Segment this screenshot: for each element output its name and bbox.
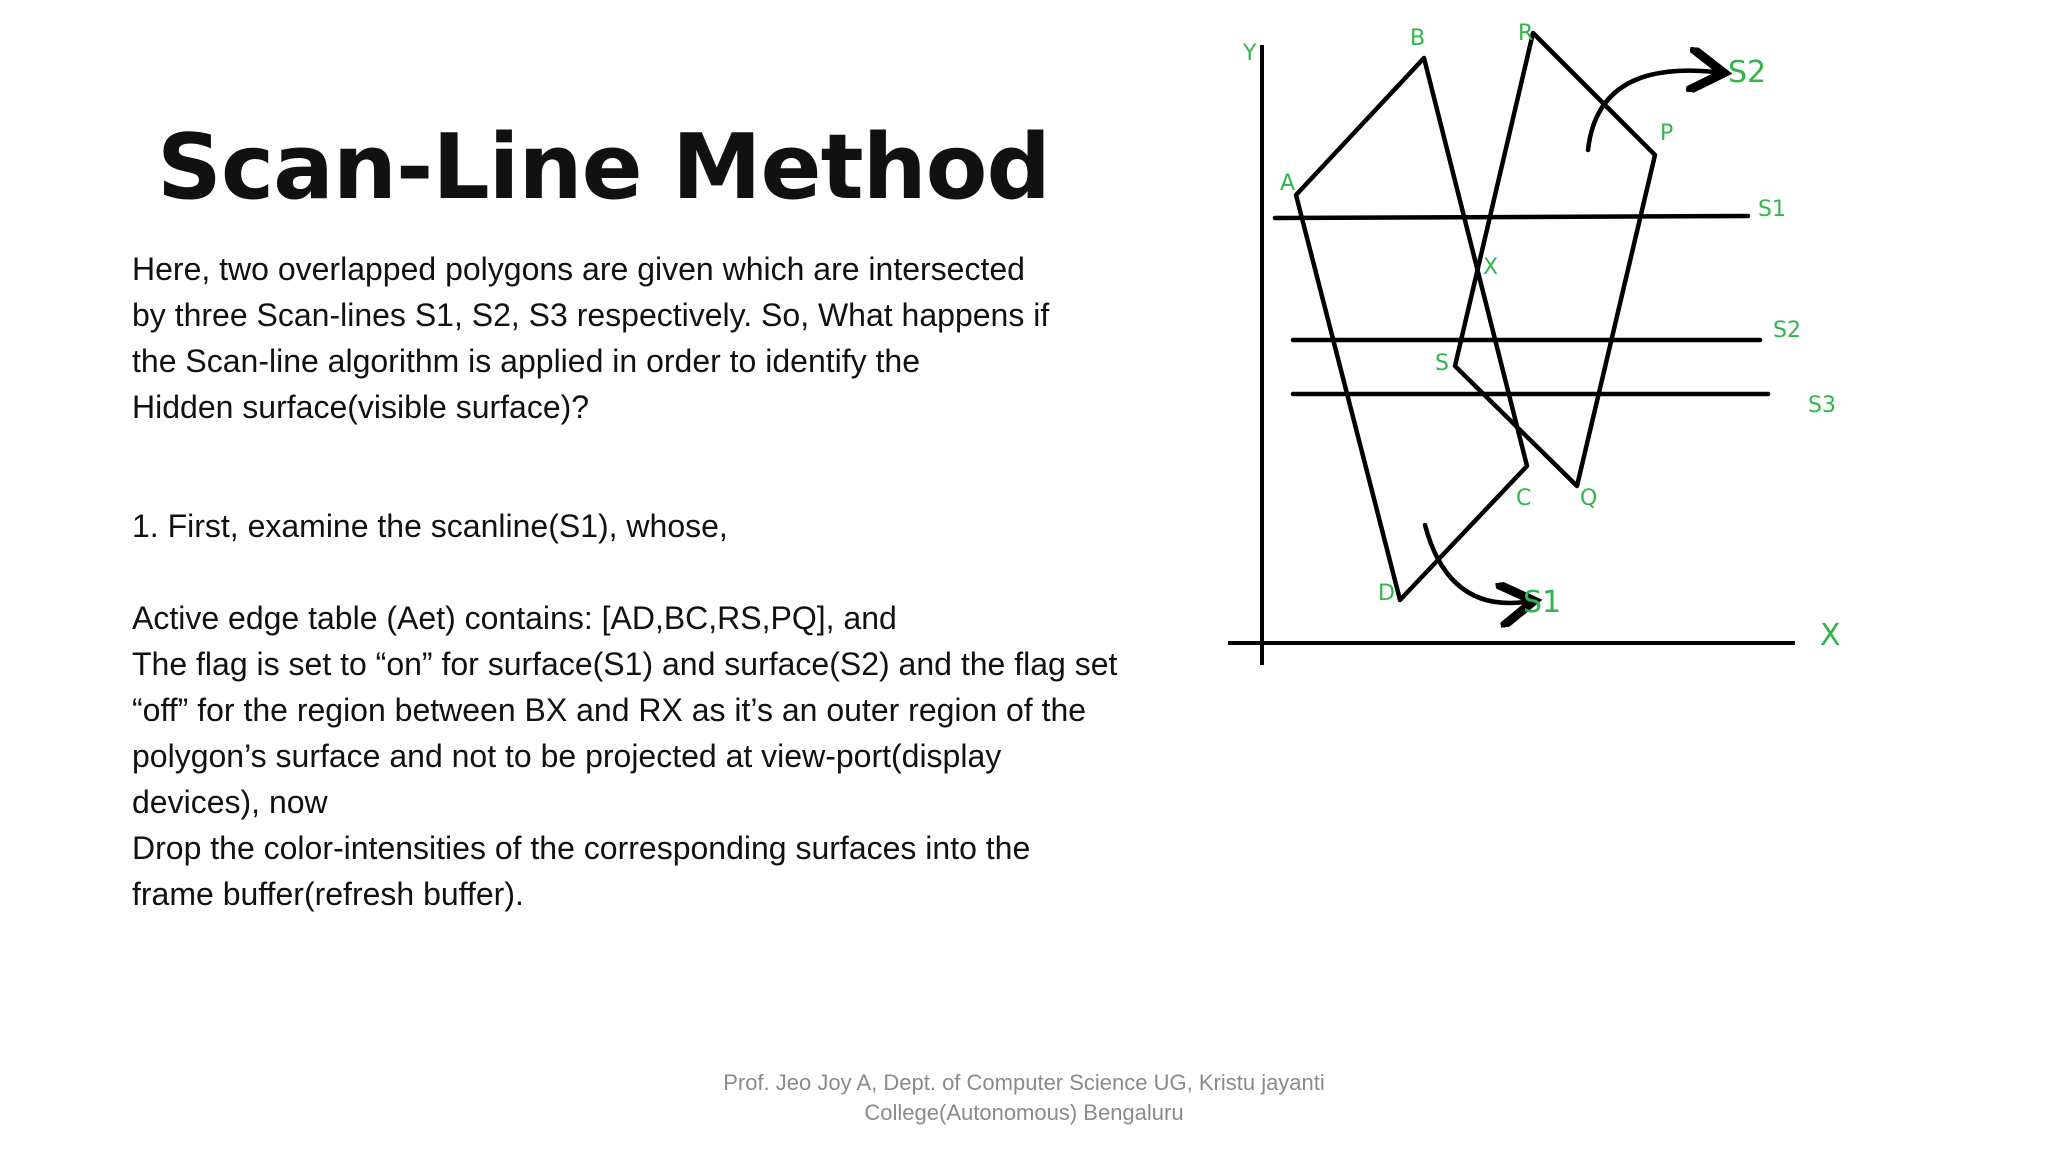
intro-paragraph [132, 246, 1222, 430]
footer-credit [0, 1068, 2048, 1128]
explanation-line: The flag is set to “on” for surface(S1) and surface(S2) and the flag set [132, 646, 1118, 682]
explanation-line: polygon’s surface and not to be projected at view-port(display [132, 738, 1002, 774]
intro-line: the Scan-line algorithm is applied in order to identify the [132, 343, 920, 379]
y-axis-label: Y [1243, 41, 1257, 66]
intersection-label-x: X [1483, 255, 1499, 280]
step-one [132, 503, 1222, 549]
intro-line: by three Scan-lines S1, S2, S3 respectively. So, What happens if [132, 297, 1050, 333]
scanline-label-s3: S3 [1808, 393, 1836, 418]
vertex-label-s: S [1435, 351, 1449, 376]
intro-line: Hidden surface(visible surface)? [132, 389, 590, 425]
vertex-label-a: A [1280, 171, 1296, 196]
scanline-s1 [1275, 216, 1748, 218]
explanation-paragraph [132, 595, 1222, 917]
surface-arrow-top [1588, 71, 1715, 150]
surface-arrow-bottom [1425, 525, 1525, 603]
polygon-abcd [1296, 58, 1527, 600]
vertex-label-p: P [1660, 121, 1674, 146]
surface-label-top: S2 [1728, 55, 1767, 90]
explanation-line: Drop the color-intensities of the corresponding surfaces into the [132, 830, 1031, 866]
surface-label-bottom: S1 [1523, 585, 1562, 620]
x-axis-label: X [1820, 618, 1841, 653]
vertex-label-b: B [1410, 26, 1426, 51]
scanline-label-s2: S2 [1773, 318, 1801, 343]
vertex-label-d: D [1378, 581, 1395, 606]
scanline-label-s1: S1 [1758, 197, 1786, 222]
intro-line: Here, two overlapped polygons are given which are intersected [132, 251, 1025, 287]
footer-line: College(Autonomous) Bengaluru [864, 1100, 1184, 1125]
explanation-line: “off” for the region between BX and RX as it’s an outer region of the [132, 692, 1087, 728]
explanation-line: Active edge table (Aet) contains: [AD,BC,RS,PQ], and [132, 600, 897, 636]
slide-title: Scan-Line Method [157, 115, 1050, 220]
explanation-line: frame buffer(refresh buffer). [132, 876, 524, 912]
vertex-label-c: C [1516, 486, 1532, 511]
footer-line: Prof. Jeo Joy A, Dept. of Computer Science UG, Kristu jayanti [723, 1070, 1325, 1095]
step-line: 1. First, examine the scanline(S1), whose, [132, 508, 728, 544]
vertex-label-r: R [1518, 21, 1534, 46]
explanation-line: devices), now [132, 784, 328, 820]
scanline-diagram [1200, 0, 1900, 700]
vertex-label-q: Q [1580, 486, 1598, 511]
